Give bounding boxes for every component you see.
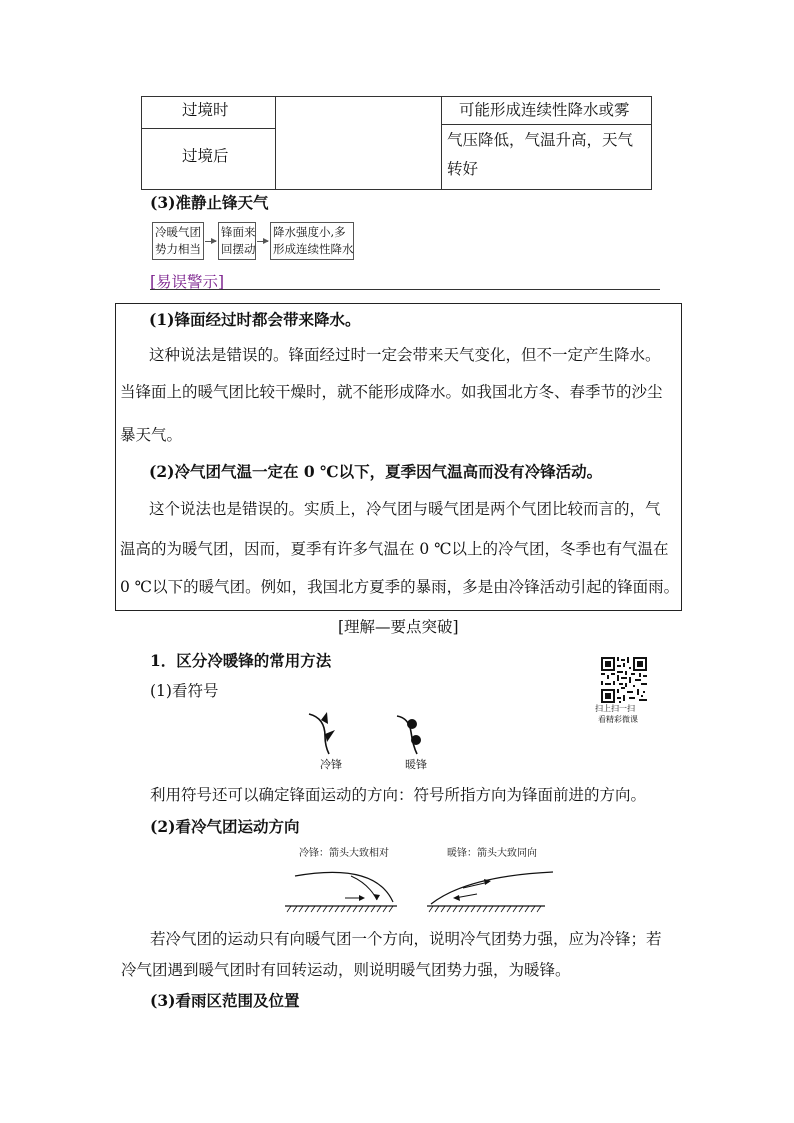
table-row2-label: 过境后	[182, 147, 229, 165]
flow-arrow-2	[257, 241, 268, 242]
flow-box-3	[270, 222, 354, 260]
sub2-text-line1: 若冷气团的运动只有向暖气团一个方向，说明冷气团势力强，应为冷锋；若	[150, 930, 662, 948]
flow-box-2-line1: 锋面来	[221, 225, 256, 239]
sub1-text: 利用符号还可以确定锋面运动的方向：符号所指方向为锋面前进的方向。	[150, 786, 647, 804]
sub2-title: (2)看冷气团运动方向	[150, 817, 300, 836]
flow-box-1	[152, 222, 204, 260]
section3-title: (3)准静止锋天气	[150, 193, 269, 212]
table-row1-label: 过境时	[182, 101, 229, 119]
flow-box-3-line1: 降水强度小,多	[273, 225, 346, 239]
sub3-title: (3)看雨区范围及位置	[150, 991, 300, 1010]
section-header: [理解—要点突破]	[338, 618, 459, 636]
cold-front-label: 冷锋	[320, 758, 342, 771]
qr-caption-line1: 扫上扫一扫	[595, 704, 635, 713]
diagram-warm-label: 暖锋：箭头大致同向	[447, 848, 537, 859]
warning-a1-line2: 当锋面上的暖气团比较干燥时，就不能形成降水。如我国北方冬、春季节的沙尘	[120, 383, 663, 401]
warning-a2-line2: 温高的为暖气团，因而，夏季有许多气温在 0 ℃以上的冷气团，冬季也有气温在	[120, 540, 669, 558]
qr-caption-line2: 看精彩微课	[598, 715, 638, 724]
warm-front-label: 暖锋	[405, 758, 427, 771]
flow-box-2-line2: 回摆动	[221, 242, 256, 256]
sub2-text-line2: 冷气团遇到暖气团时有回转运动，则说明暖气团势力强，为暖锋。	[121, 961, 571, 979]
warning-q1: (1)锋面经过时都会带来降水。	[149, 310, 361, 329]
sub1-title: (1)看符号	[150, 682, 219, 700]
weather-table	[141, 96, 652, 190]
warning-q2: (2)冷气团气温一定在 0 ℃以下，夏季因气温高而没有冷锋活动。	[149, 462, 603, 481]
flow-box-1-line1: 冷暖气团	[155, 225, 201, 239]
qr-code-icon[interactable]	[601, 657, 647, 703]
warm-front-symbol-icon	[393, 712, 433, 756]
warning-a1-line1: 这种说法是错误的。锋面经过时一定会带来天气变化，但不一定产生降水。	[149, 346, 661, 364]
table-row2-value-line2: 转好	[447, 160, 479, 178]
warm-front-diagram	[427, 862, 557, 914]
cold-front-symbol-icon	[305, 712, 345, 756]
warning-a2-line1: 这个说法也是错误的。实质上，冷气团与暖气团是两个气团比较而言的，气	[149, 500, 661, 518]
warning-a1-line3: 暴天气。	[120, 426, 183, 444]
flow-box-1-line2: 势力相当	[155, 242, 201, 256]
point1-title: 1．区分冷暖锋的常用方法	[150, 651, 332, 670]
warning-box	[115, 303, 682, 611]
warning-divider	[150, 289, 660, 290]
diagram-cold-label: 冷锋：箭头大致相对	[299, 848, 389, 859]
warning-label: [易误警示]	[150, 273, 225, 291]
table-row1-value: 可能形成连续性降水或雾	[459, 101, 630, 119]
cold-front-diagram	[285, 862, 405, 914]
flow-box-3-line2: 形成连续性降水	[273, 242, 354, 256]
flow-arrow-1	[205, 241, 216, 242]
warning-a2-line3: 0 ℃以下的暖气团。例如，我国北方夏季的暴雨，多是由冷锋活动引起的锋面雨。	[120, 578, 680, 596]
flow-box-2	[218, 222, 256, 260]
table-row2-value-line1: 气压降低，气温升高，天气	[447, 131, 634, 149]
